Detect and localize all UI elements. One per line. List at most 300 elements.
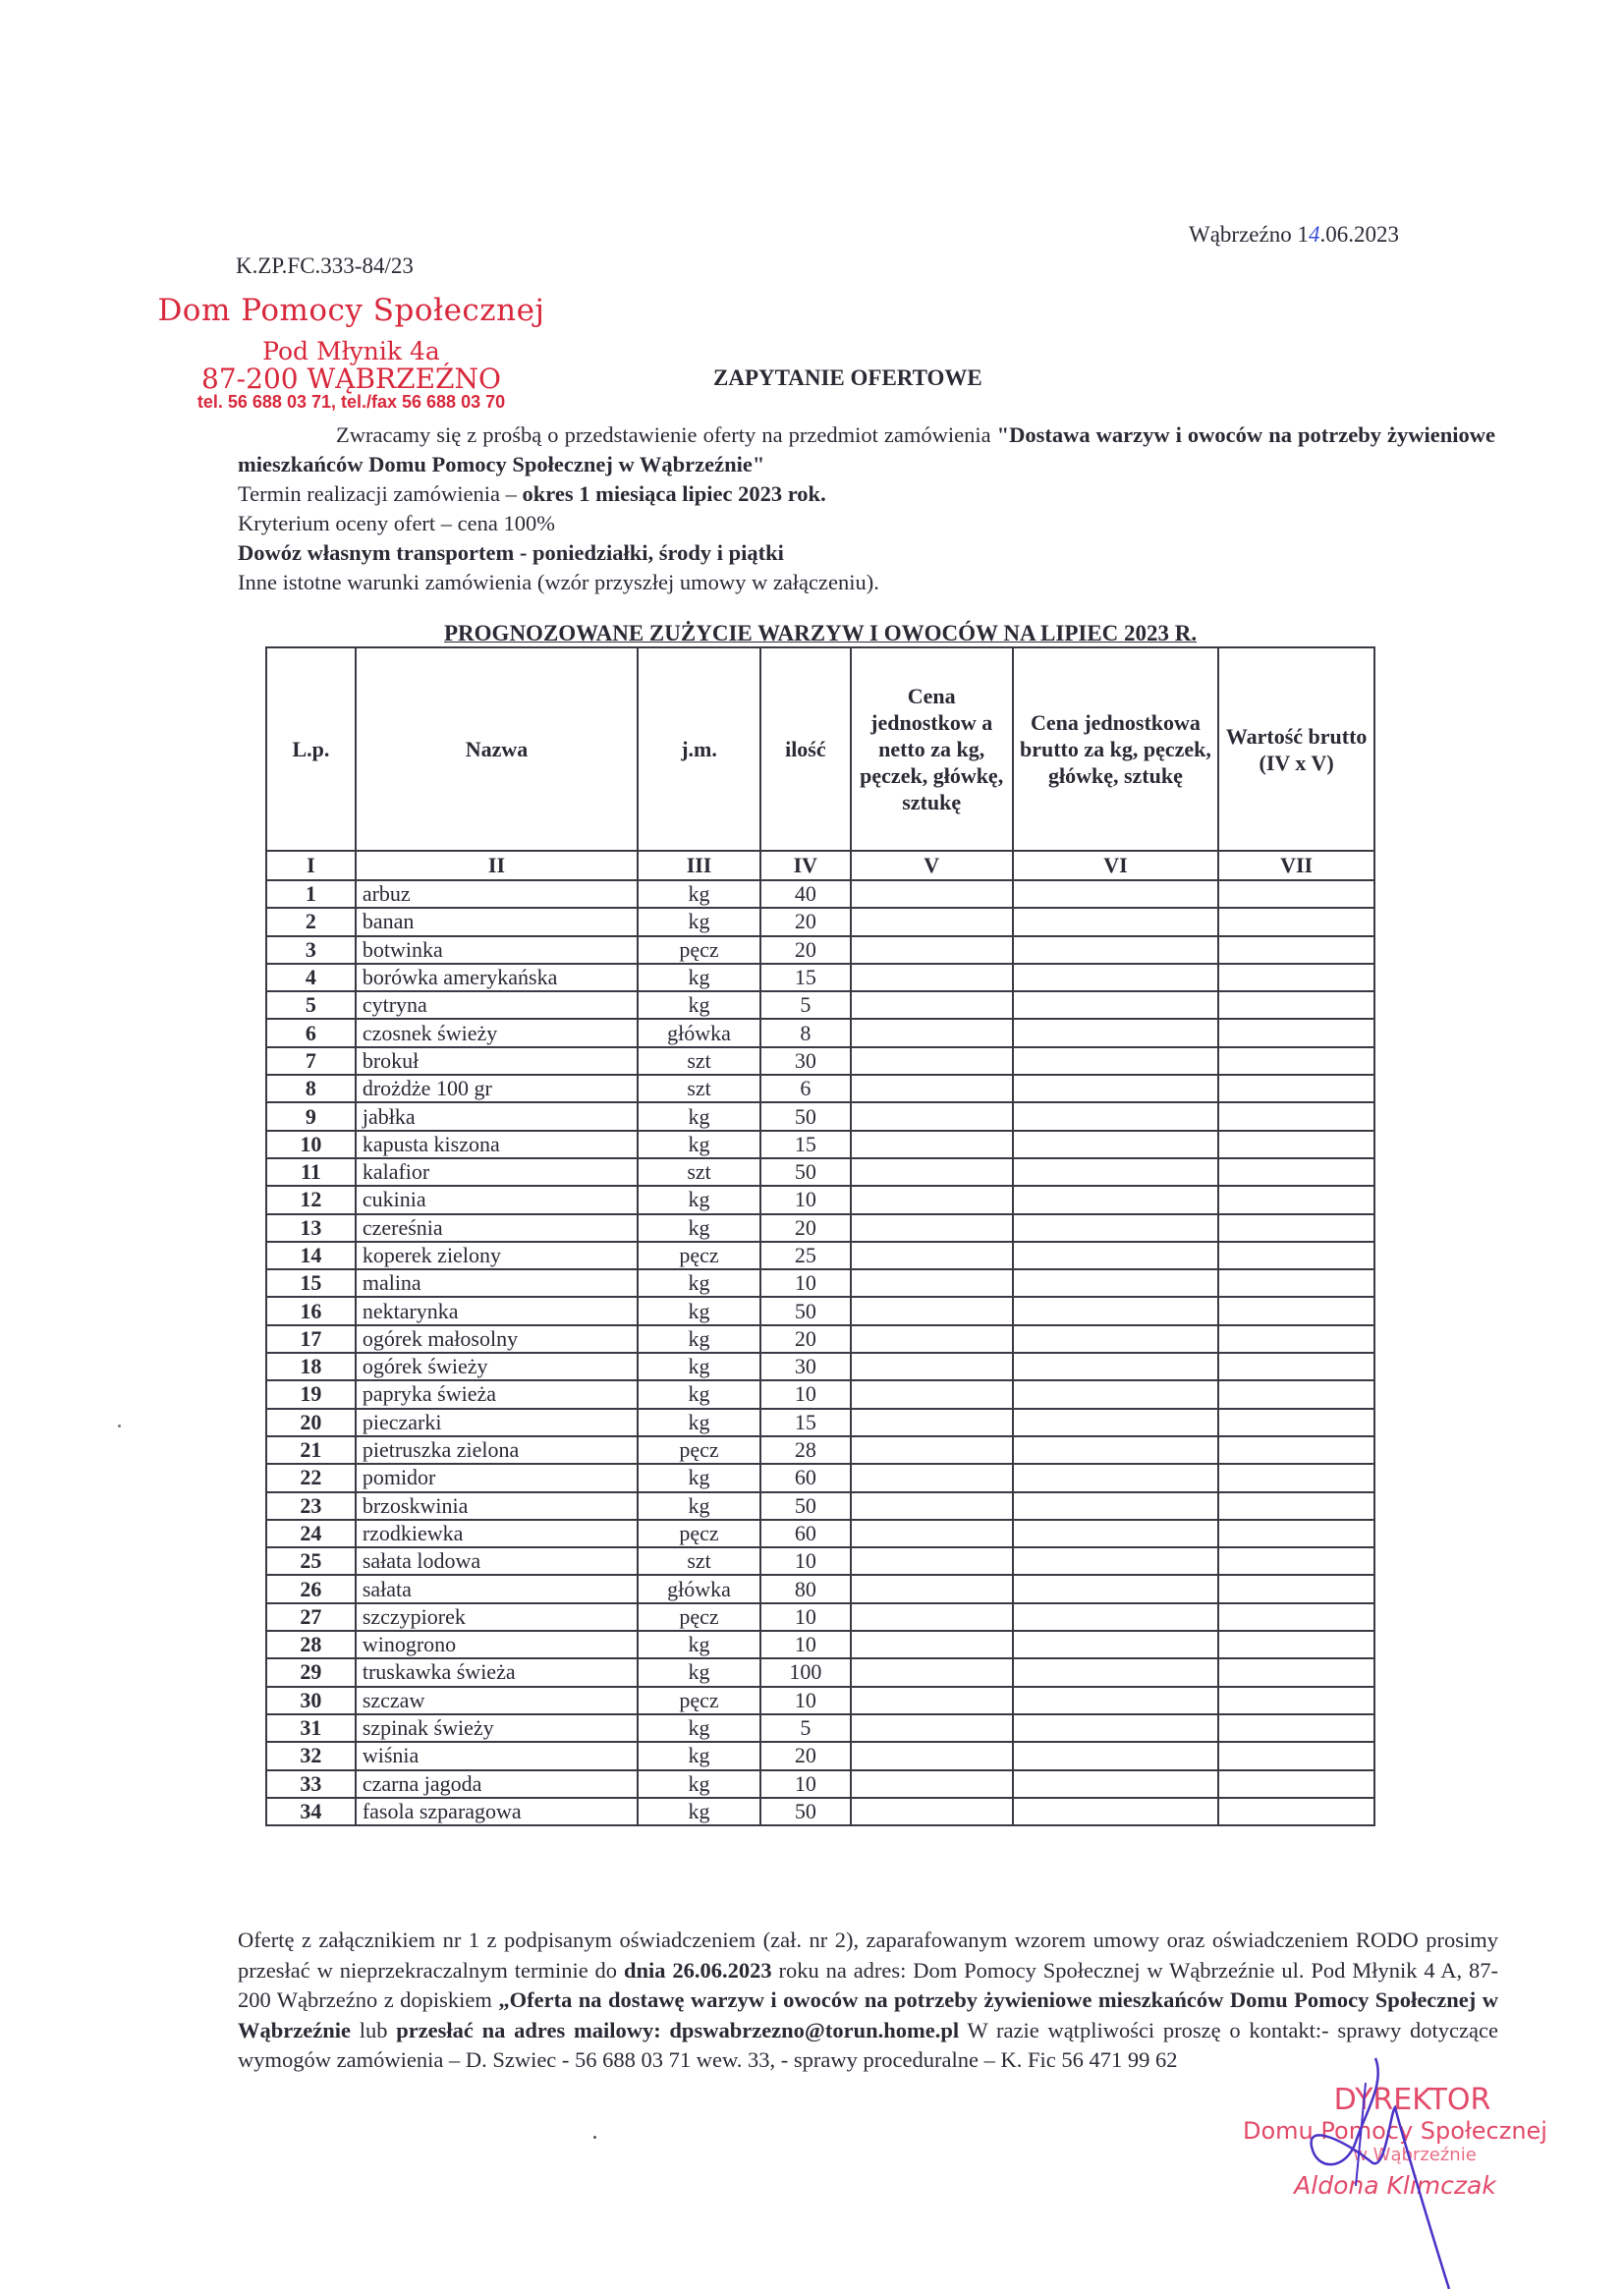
gross-price-cell [1013, 1242, 1219, 1269]
item-name: wiśnia [356, 1742, 638, 1769]
gross-price-cell [1013, 1325, 1219, 1353]
item-name: koperek zielony [356, 1242, 638, 1269]
item-quantity: 20 [760, 936, 851, 964]
row-number: 32 [266, 1742, 356, 1769]
table-row [266, 1547, 1374, 1575]
row-number: 8 [266, 1075, 356, 1102]
email-address: przesłać na adres mailowy: dpswabrzezno@torun.home.pl [396, 2017, 960, 2042]
net-price-cell [851, 1547, 1013, 1575]
item-unit: kg [638, 964, 760, 991]
gross-value-cell [1218, 1047, 1374, 1075]
item-unit: kg [638, 1353, 760, 1380]
table-row [266, 1325, 1374, 1353]
item-name: ogórek małosolny [356, 1325, 638, 1353]
row-number: 29 [266, 1658, 356, 1686]
item-quantity: 60 [760, 1464, 851, 1491]
gross-value-cell [1218, 1464, 1374, 1491]
net-price-cell [851, 936, 1013, 964]
table-row [266, 1186, 1374, 1213]
item-name: jabłka [356, 1102, 638, 1130]
handwritten-digit: 4 [1308, 222, 1320, 247]
row-number: 11 [266, 1158, 356, 1186]
item-name: drożdże 100 gr [356, 1075, 638, 1102]
table-row [266, 1492, 1374, 1520]
item-unit: pęcz [638, 1687, 760, 1714]
table-row [266, 1687, 1374, 1714]
item-quantity: 10 [760, 1603, 851, 1631]
roman-numeral-row: I II III IV V VI VII [266, 851, 1374, 880]
header-gross-value: Wartość brutto (IV x V) [1218, 647, 1374, 851]
item-unit: kg [638, 880, 760, 908]
row-number: 3 [266, 936, 356, 964]
gross-value-cell [1218, 1798, 1374, 1825]
handwritten-signature-icon [1277, 2053, 1474, 2289]
row-number: 14 [266, 1242, 356, 1269]
gross-value-cell [1218, 991, 1374, 1019]
item-quantity: 10 [760, 1687, 851, 1714]
table-row [266, 1380, 1374, 1408]
item-name: kalafior [356, 1158, 638, 1186]
gross-price-cell [1013, 1353, 1219, 1380]
net-price-cell [851, 1714, 1013, 1742]
gross-price-cell [1013, 908, 1219, 935]
item-unit: kg [638, 908, 760, 935]
item-name: nektarynka [356, 1297, 638, 1324]
row-number: 33 [266, 1770, 356, 1798]
gross-price-cell [1013, 1380, 1219, 1408]
item-quantity: 20 [760, 1742, 851, 1769]
net-price-cell [851, 1575, 1013, 1602]
net-price-cell [851, 1520, 1013, 1547]
gross-price-cell [1013, 1075, 1219, 1102]
item-quantity: 20 [760, 1214, 851, 1242]
item-name: banan [356, 908, 638, 935]
table-row [266, 964, 1374, 991]
net-price-cell [851, 1380, 1013, 1408]
table-title: PROGNOZOWANE ZUŻYCIE WARZYW I OWOCÓW NA LIPIEC 2023 R. [444, 621, 1198, 645]
table-row [266, 1297, 1374, 1324]
item-quantity: 28 [760, 1436, 851, 1464]
item-name: sałata lodowa [356, 1547, 638, 1575]
item-unit: kg [638, 1214, 760, 1242]
scan-artifact [118, 1425, 121, 1427]
item-name: cytryna [356, 991, 638, 1019]
item-unit: pęcz [638, 1520, 760, 1547]
gross-price-cell [1013, 880, 1219, 908]
document-date: Wąbrzeźno 14.06.2023 [1189, 222, 1399, 247]
row-number: 21 [266, 1436, 356, 1464]
gross-value-cell [1218, 1186, 1374, 1213]
table-row [266, 1436, 1374, 1464]
net-price-cell [851, 1047, 1013, 1075]
forecast-table [265, 646, 1375, 1826]
director-stamp: DYREKTOR Domu Pomocy Społecznej w Wąbrzeźnie Aldona Klimczak [1243, 2083, 1547, 2200]
table-row [266, 1019, 1374, 1046]
gross-value-cell [1218, 1603, 1374, 1631]
item-name: truskawka świeża [356, 1658, 638, 1686]
item-quantity: 10 [760, 1269, 851, 1297]
gross-price-cell [1013, 1547, 1219, 1575]
item-quantity: 80 [760, 1575, 851, 1602]
item-name: szczaw [356, 1687, 638, 1714]
item-quantity: 15 [760, 1131, 851, 1158]
item-unit: szt [638, 1075, 760, 1102]
gross-price-cell [1013, 1436, 1219, 1464]
gross-value-cell [1218, 1380, 1374, 1408]
table-row [266, 1742, 1374, 1769]
net-price-cell [851, 1102, 1013, 1130]
item-quantity: 15 [760, 964, 851, 991]
item-unit: kg [638, 1380, 760, 1408]
net-price-cell [851, 1325, 1013, 1353]
table-row [266, 1770, 1374, 1798]
table-header-row [266, 647, 1374, 851]
gross-value-cell [1218, 1631, 1374, 1658]
item-unit: szt [638, 1047, 760, 1075]
header-lp: L.p. [266, 647, 356, 851]
item-unit: kg [638, 991, 760, 1019]
gross-value-cell [1218, 1658, 1374, 1686]
intro-criterion: Kryterium oceny ofert – cena 100% [238, 511, 555, 535]
gross-value-cell [1218, 1770, 1374, 1798]
item-quantity: 50 [760, 1492, 851, 1520]
row-number: 1 [266, 880, 356, 908]
gross-value-cell [1218, 1742, 1374, 1769]
item-name: pieczarki [356, 1409, 638, 1436]
item-quantity: 5 [760, 1714, 851, 1742]
item-unit: kg [638, 1325, 760, 1353]
row-number: 13 [266, 1214, 356, 1242]
item-name: czereśnia [356, 1214, 638, 1242]
item-quantity: 10 [760, 1631, 851, 1658]
item-quantity: 50 [760, 1297, 851, 1324]
item-quantity: 5 [760, 991, 851, 1019]
document-title: ZAPYTANIE OFERTOWE [713, 365, 982, 390]
gross-value-cell [1218, 1687, 1374, 1714]
item-quantity: 10 [760, 1547, 851, 1575]
header-qty: ilość [760, 647, 851, 851]
net-price-cell [851, 1409, 1013, 1436]
item-unit: kg [638, 1742, 760, 1769]
net-price-cell [851, 1687, 1013, 1714]
gross-value-cell [1218, 1102, 1374, 1130]
stamp-street: Pod Młynik 4a [262, 336, 440, 365]
item-quantity: 20 [760, 1325, 851, 1353]
row-number: 27 [266, 1603, 356, 1631]
table-row [266, 1075, 1374, 1102]
item-name: ogórek świeży [356, 1353, 638, 1380]
item-quantity: 10 [760, 1380, 851, 1408]
net-price-cell [851, 1242, 1013, 1269]
gross-value-cell [1218, 880, 1374, 908]
item-unit: kg [638, 1269, 760, 1297]
item-quantity: 10 [760, 1770, 851, 1798]
row-number: 9 [266, 1102, 356, 1130]
net-price-cell [851, 1603, 1013, 1631]
item-name: papryka świeża [356, 1380, 638, 1408]
row-number: 16 [266, 1297, 356, 1324]
gross-value-cell [1218, 1019, 1374, 1046]
table-row [266, 1520, 1374, 1547]
net-price-cell [851, 1658, 1013, 1686]
intro-section [238, 420, 1495, 597]
item-quantity: 100 [760, 1658, 851, 1686]
table-row [266, 1102, 1374, 1130]
item-quantity: 50 [760, 1102, 851, 1130]
item-name: sałata [356, 1575, 638, 1602]
scan-artifact [593, 2136, 596, 2139]
net-price-cell [851, 1214, 1013, 1242]
item-name: arbuz [356, 880, 638, 908]
table-row [266, 1631, 1374, 1658]
gross-price-cell [1013, 1269, 1219, 1297]
item-unit: kg [638, 1131, 760, 1158]
row-number: 7 [266, 1047, 356, 1075]
item-name: brokuł [356, 1047, 638, 1075]
item-quantity: 50 [760, 1158, 851, 1186]
gross-value-cell [1218, 936, 1374, 964]
item-unit: szt [638, 1547, 760, 1575]
row-number: 5 [266, 991, 356, 1019]
stamp-phone: tel. 56 688 03 71, tel./fax 56 688 03 70 [196, 392, 506, 413]
intro-deadline: Termin realizacji zamówienia – okres 1 miesiąca lipiec 2023 rok. [238, 481, 826, 506]
item-unit: kg [638, 1492, 760, 1520]
item-quantity: 30 [760, 1353, 851, 1380]
net-price-cell [851, 1269, 1013, 1297]
net-price-cell [851, 1353, 1013, 1380]
row-number: 24 [266, 1520, 356, 1547]
item-name: szczypiorek [356, 1603, 638, 1631]
table-row [266, 1131, 1374, 1158]
gross-price-cell [1013, 1131, 1219, 1158]
reference-number: K.ZP.FC.333-84/23 [236, 253, 414, 278]
item-name: rzodkiewka [356, 1520, 638, 1547]
gross-value-cell [1218, 1436, 1374, 1464]
gross-price-cell [1013, 1687, 1219, 1714]
gross-value-cell [1218, 1547, 1374, 1575]
gross-price-cell [1013, 991, 1219, 1019]
gross-price-cell [1013, 1492, 1219, 1520]
table-row [266, 908, 1374, 935]
gross-price-cell [1013, 1409, 1219, 1436]
gross-value-cell [1218, 1575, 1374, 1602]
gross-value-cell [1218, 1242, 1374, 1269]
gross-price-cell [1013, 1742, 1219, 1769]
net-price-cell [851, 1770, 1013, 1798]
stamp-city: 87-200 WĄBRZEŹNO [201, 362, 501, 395]
stamp-name: Dom Pomocy Społecznej [157, 293, 545, 328]
item-quantity: 6 [760, 1075, 851, 1102]
item-name: szpinak świeży [356, 1714, 638, 1742]
item-unit: kg [638, 1102, 760, 1130]
gross-value-cell [1218, 1353, 1374, 1380]
net-price-cell [851, 1492, 1013, 1520]
gross-price-cell [1013, 1631, 1219, 1658]
gross-price-cell [1013, 1047, 1219, 1075]
item-quantity: 60 [760, 1520, 851, 1547]
header-net-price: Cena jednostkow a netto za kg, pęczek, główkę, sztukę [851, 647, 1013, 851]
item-unit: kg [638, 1409, 760, 1436]
gross-price-cell [1013, 1520, 1219, 1547]
gross-value-cell [1218, 1131, 1374, 1158]
gross-price-cell [1013, 1658, 1219, 1686]
item-name: borówka amerykańska [356, 964, 638, 991]
gross-price-cell [1013, 1019, 1219, 1046]
item-quantity: 40 [760, 880, 851, 908]
net-price-cell [851, 1075, 1013, 1102]
gross-value-cell [1218, 964, 1374, 991]
row-number: 18 [266, 1353, 356, 1380]
gross-value-cell [1218, 1075, 1374, 1102]
gross-price-cell [1013, 1603, 1219, 1631]
item-unit: kg [638, 1297, 760, 1324]
intro-other-terms: Inne istotne warunki zamówienia (wzór przyszłej umowy w załączeniu). [238, 570, 879, 594]
row-number: 25 [266, 1547, 356, 1575]
table-row [266, 1464, 1374, 1491]
item-quantity: 25 [760, 1242, 851, 1269]
gross-price-cell [1013, 964, 1219, 991]
item-name: winogrono [356, 1631, 638, 1658]
footer-instructions: Ofertę z załącznikiem nr 1 z podpisanym oświadczeniem (zał. nr 2), zaparafowanym wzorem umowy oraz oświadczeniem RODO prosimy przesłać w nieprzekraczalnym terminie do dnia 26.06.2023 roku na adres: Dom Pomocy Społecznej w Wąbrzeźnie ul. Pod Młynik 4 A, 87- 200 Wąbrzeźno z dopiskiem „Oferta na dostawę warzyw i owoców na potrzeby żywieniowe mieszkańców Domu Pomocy Społecznej w Wąbrzeźnie lub przesłać na adres mailowy: dpswabrzezno@torun.home.pl W razie wątpliwości proszę o kontakt:- sprawy dotyczące wymogów zamówienia – D. Szwiec - 56 688 03 71 wew. 33, - sprawy proceduralne – K. Fic 56 471 99 62 [238, 1928, 1499, 2072]
table-row [266, 936, 1374, 964]
row-number: 34 [266, 1798, 356, 1825]
item-unit: kg [638, 1798, 760, 1825]
gross-price-cell [1013, 1770, 1219, 1798]
gross-price-cell [1013, 1464, 1219, 1491]
item-name: botwinka [356, 936, 638, 964]
item-unit: pęcz [638, 1436, 760, 1464]
row-number: 20 [266, 1409, 356, 1436]
item-unit: kg [638, 1658, 760, 1686]
table-row [266, 1575, 1374, 1602]
item-name: pomidor [356, 1464, 638, 1491]
institution-stamp [157, 295, 545, 412]
net-price-cell [851, 880, 1013, 908]
row-number: 10 [266, 1131, 356, 1158]
gross-price-cell [1013, 936, 1219, 964]
item-quantity: 15 [760, 1409, 851, 1436]
row-number: 26 [266, 1575, 356, 1602]
item-unit: pęcz [638, 936, 760, 964]
gross-value-cell [1218, 1269, 1374, 1297]
item-unit: główka [638, 1019, 760, 1046]
table-row [266, 1714, 1374, 1742]
gross-value-cell [1218, 1520, 1374, 1547]
gross-price-cell [1013, 1186, 1219, 1213]
header-unit: j.m. [638, 647, 760, 851]
item-quantity: 10 [760, 1186, 851, 1213]
item-name: malina [356, 1269, 638, 1297]
row-number: 28 [266, 1631, 356, 1658]
gross-value-cell [1218, 1325, 1374, 1353]
item-quantity: 50 [760, 1798, 851, 1825]
table-row [266, 1047, 1374, 1075]
item-unit: kg [638, 1770, 760, 1798]
gross-value-cell [1218, 1214, 1374, 1242]
item-name: czosnek świeży [356, 1019, 638, 1046]
intro-delivery: Dowóz własnym transportem - poniedziałki, środy i piątki [238, 540, 784, 565]
header-gross-price: Cena jednostkowa brutto za kg, pęczek, główkę, sztukę [1013, 647, 1219, 851]
item-unit: kg [638, 1714, 760, 1742]
gross-price-cell [1013, 1714, 1219, 1742]
item-unit: główka [638, 1575, 760, 1602]
item-unit: kg [638, 1186, 760, 1213]
table-row [266, 1353, 1374, 1380]
net-price-cell [851, 1742, 1013, 1769]
table-row [266, 1409, 1374, 1436]
item-name: brzoskwinia [356, 1492, 638, 1520]
net-price-cell [851, 1019, 1013, 1046]
net-price-cell [851, 1464, 1013, 1491]
gross-value-cell [1218, 1409, 1374, 1436]
net-price-cell [851, 991, 1013, 1019]
net-price-cell [851, 1186, 1013, 1213]
row-number: 22 [266, 1464, 356, 1491]
gross-value-cell [1218, 1158, 1374, 1186]
item-name: czarna jagoda [356, 1770, 638, 1798]
net-price-cell [851, 908, 1013, 935]
table-row [266, 1242, 1374, 1269]
item-quantity: 8 [760, 1019, 851, 1046]
table-row [266, 1603, 1374, 1631]
table-row [266, 880, 1374, 908]
table-row [266, 1214, 1374, 1242]
net-price-cell [851, 964, 1013, 991]
gross-price-cell [1013, 1214, 1219, 1242]
row-number: 2 [266, 908, 356, 935]
net-price-cell [851, 1131, 1013, 1158]
item-unit: kg [638, 1631, 760, 1658]
net-price-cell [851, 1436, 1013, 1464]
row-number: 4 [266, 964, 356, 991]
header-name: Nazwa [356, 647, 638, 851]
table-row [266, 1658, 1374, 1686]
item-quantity: 20 [760, 908, 851, 935]
gross-value-cell [1218, 1714, 1374, 1742]
item-quantity: 30 [760, 1047, 851, 1075]
row-number: 12 [266, 1186, 356, 1213]
row-number: 6 [266, 1019, 356, 1046]
item-unit: kg [638, 1464, 760, 1491]
table-row [266, 1798, 1374, 1825]
net-price-cell [851, 1297, 1013, 1324]
net-price-cell [851, 1798, 1013, 1825]
gross-price-cell [1013, 1102, 1219, 1130]
item-name: pietruszka zielona [356, 1436, 638, 1464]
row-number: 23 [266, 1492, 356, 1520]
gross-price-cell [1013, 1798, 1219, 1825]
table-row [266, 991, 1374, 1019]
item-name: kapusta kiszona [356, 1131, 638, 1158]
gross-price-cell [1013, 1575, 1219, 1602]
row-number: 17 [266, 1325, 356, 1353]
item-name: fasola szparagowa [356, 1798, 638, 1825]
gross-price-cell [1013, 1297, 1219, 1324]
intro-request: Zwracamy się z prośbą o przedstawienie oferty na przedmiot zamówienia "Dostawa warzyw i owoców na potrzeby żywieniowe mieszkańców Domu Pomocy Społecznej w Wąbrzeźnie" [238, 422, 1495, 476]
net-price-cell [851, 1158, 1013, 1186]
gross-value-cell [1218, 1492, 1374, 1520]
gross-value-cell [1218, 1297, 1374, 1324]
item-unit: pęcz [638, 1603, 760, 1631]
row-number: 19 [266, 1380, 356, 1408]
gross-value-cell [1218, 908, 1374, 935]
table-row [266, 1269, 1374, 1297]
net-price-cell [851, 1631, 1013, 1658]
table-row [266, 1158, 1374, 1186]
row-number: 31 [266, 1714, 356, 1742]
item-unit: szt [638, 1158, 760, 1186]
row-number: 30 [266, 1687, 356, 1714]
